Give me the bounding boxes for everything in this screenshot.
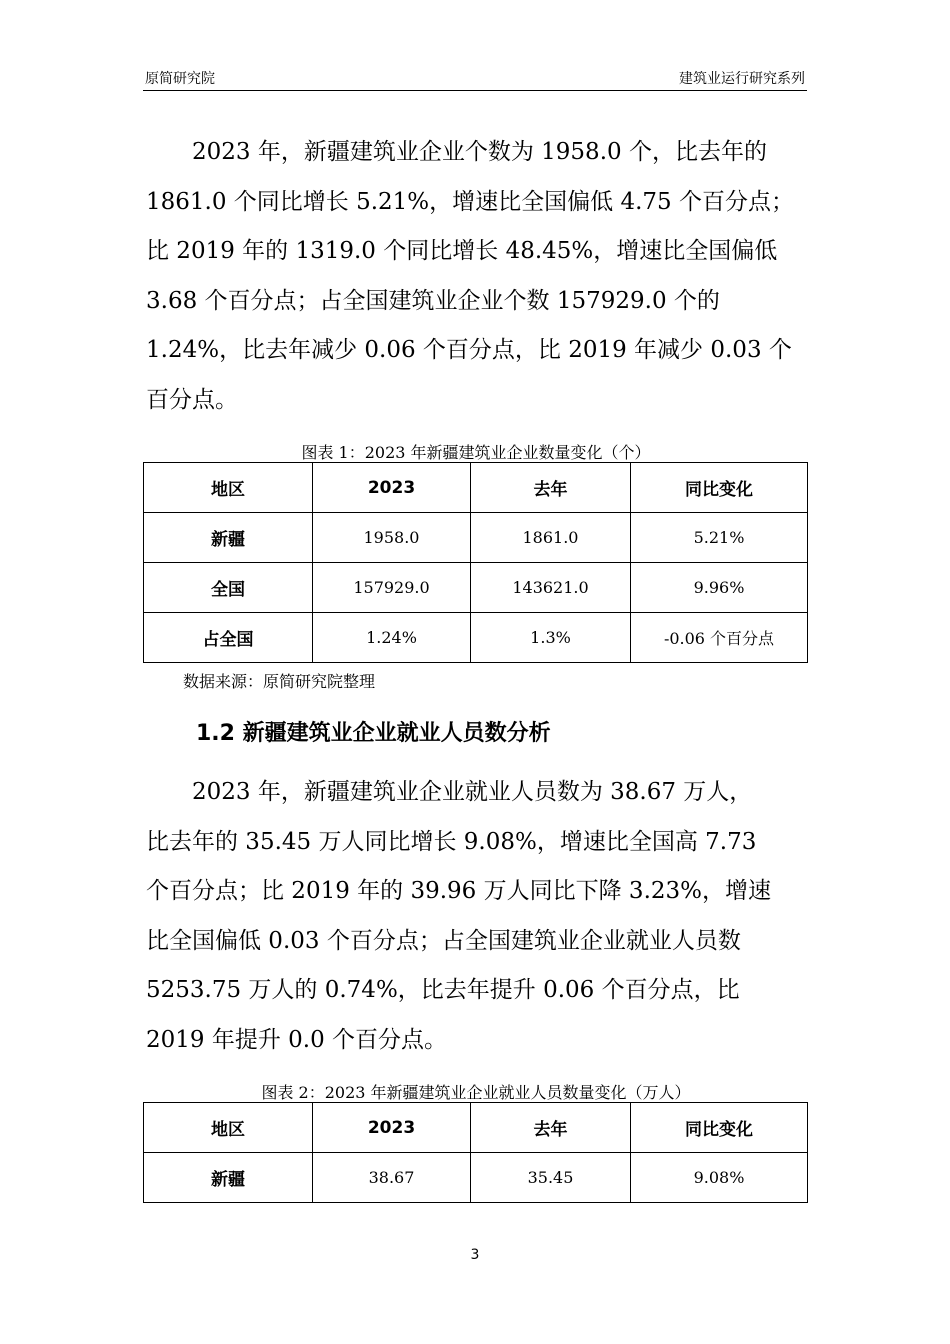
table-row: [144, 1153, 808, 1203]
table-cell: 1958.0: [313, 513, 471, 563]
table2-caption: 图表 2：2023 年新疆建筑业企业就业人员数量变化（万人）: [261, 1083, 691, 1102]
table-cell: 35.45: [471, 1153, 631, 1203]
page-header: [143, 66, 807, 91]
paragraph-line: 1.24%，比去年减少 0.06 个百分点，比 2019 年减少 0.03 个: [146, 337, 792, 363]
paragraph-line: 比去年的 35.45 万人同比增长 9.08%，增速比全国高 7.73: [146, 828, 757, 855]
paragraph-enterprise-count: [146, 128, 806, 425]
table-cell: 143621.0: [471, 563, 631, 613]
row-label: 新疆: [144, 513, 313, 563]
table-cell: 1.3%: [471, 613, 631, 663]
paragraph-line: 比全国偏低 0.03 个百分点；占全国建筑业企业就业人员数: [146, 927, 741, 954]
row-label: 全国: [144, 563, 313, 613]
paragraph-line: 5253.75 万人的 0.74%，比去年提升 0.06 个百分点，比: [146, 977, 740, 1003]
paragraph-line: 2023 年，新疆建筑业企业个数为 1958.0 个，比去年的: [192, 139, 767, 165]
table-cell: 9.08%: [631, 1153, 808, 1203]
table-header-row: [144, 1103, 808, 1153]
table-cell: 1.24%: [313, 613, 471, 663]
paragraph-line: 比 2019 年的 1319.0 个同比增长 48.45%，增速比全国偏低: [146, 238, 778, 264]
column-header-2023: 2023: [313, 1103, 471, 1153]
table-cell: 1861.0: [471, 513, 631, 563]
column-header-yoy-change: 同比变化: [631, 463, 808, 513]
column-header-region: 地区: [144, 1103, 313, 1153]
column-header-region: 地区: [144, 463, 313, 513]
row-label: 新疆: [144, 1153, 313, 1203]
table1-source-note: 数据来源：原简研究院整理: [183, 672, 376, 691]
header-org-name: 原简研究院: [145, 71, 215, 87]
paragraph-line: 1861.0 个同比增长 5.21%，增速比全国偏低 4.75 个百分点；: [146, 188, 794, 215]
column-header-2023: 2023: [313, 463, 471, 513]
column-header-last-year: 去年: [471, 1103, 631, 1153]
table1-caption: 图表 1：2023 年新疆建筑业企业数量变化（个）: [301, 443, 651, 462]
table2-employment: [143, 1102, 808, 1203]
paragraph-line: 2023 年，新疆建筑业企业就业人员数为 38.67 万人，: [192, 779, 753, 805]
table-cell: 9.96%: [631, 563, 808, 613]
paragraph-line: 2019 年提升 0.0 个百分点。: [146, 1026, 448, 1053]
table-cell: -0.06 个百分点: [631, 613, 808, 663]
paragraph-employment: [146, 768, 806, 1065]
table-row: [144, 613, 808, 663]
section-heading: 1.2 新疆建筑业企业就业人员数分析: [196, 721, 551, 746]
table-cell: 157929.0: [313, 563, 471, 613]
page-number: 3: [470, 1247, 480, 1263]
table-header-row: [144, 463, 808, 513]
table-cell: 38.67: [313, 1153, 471, 1203]
table-row: [144, 563, 808, 613]
table1-enterprise-count: [143, 462, 808, 663]
paragraph-line: 个百分点；比 2019 年的 39.96 万人同比下降 3.23%，增速: [146, 878, 771, 904]
row-label: 占全国: [144, 613, 313, 663]
table-row: [144, 513, 808, 563]
column-header-yoy-change: 同比变化: [631, 1103, 808, 1153]
column-header-last-year: 去年: [471, 463, 631, 513]
paragraph-line: 3.68 个百分点；占全国建筑业企业个数 157929.0 个的: [146, 287, 720, 314]
table-cell: 5.21%: [631, 513, 808, 563]
paragraph-line: 百分点。: [146, 386, 238, 413]
header-series-title: 建筑业运行研究系列: [679, 71, 805, 87]
